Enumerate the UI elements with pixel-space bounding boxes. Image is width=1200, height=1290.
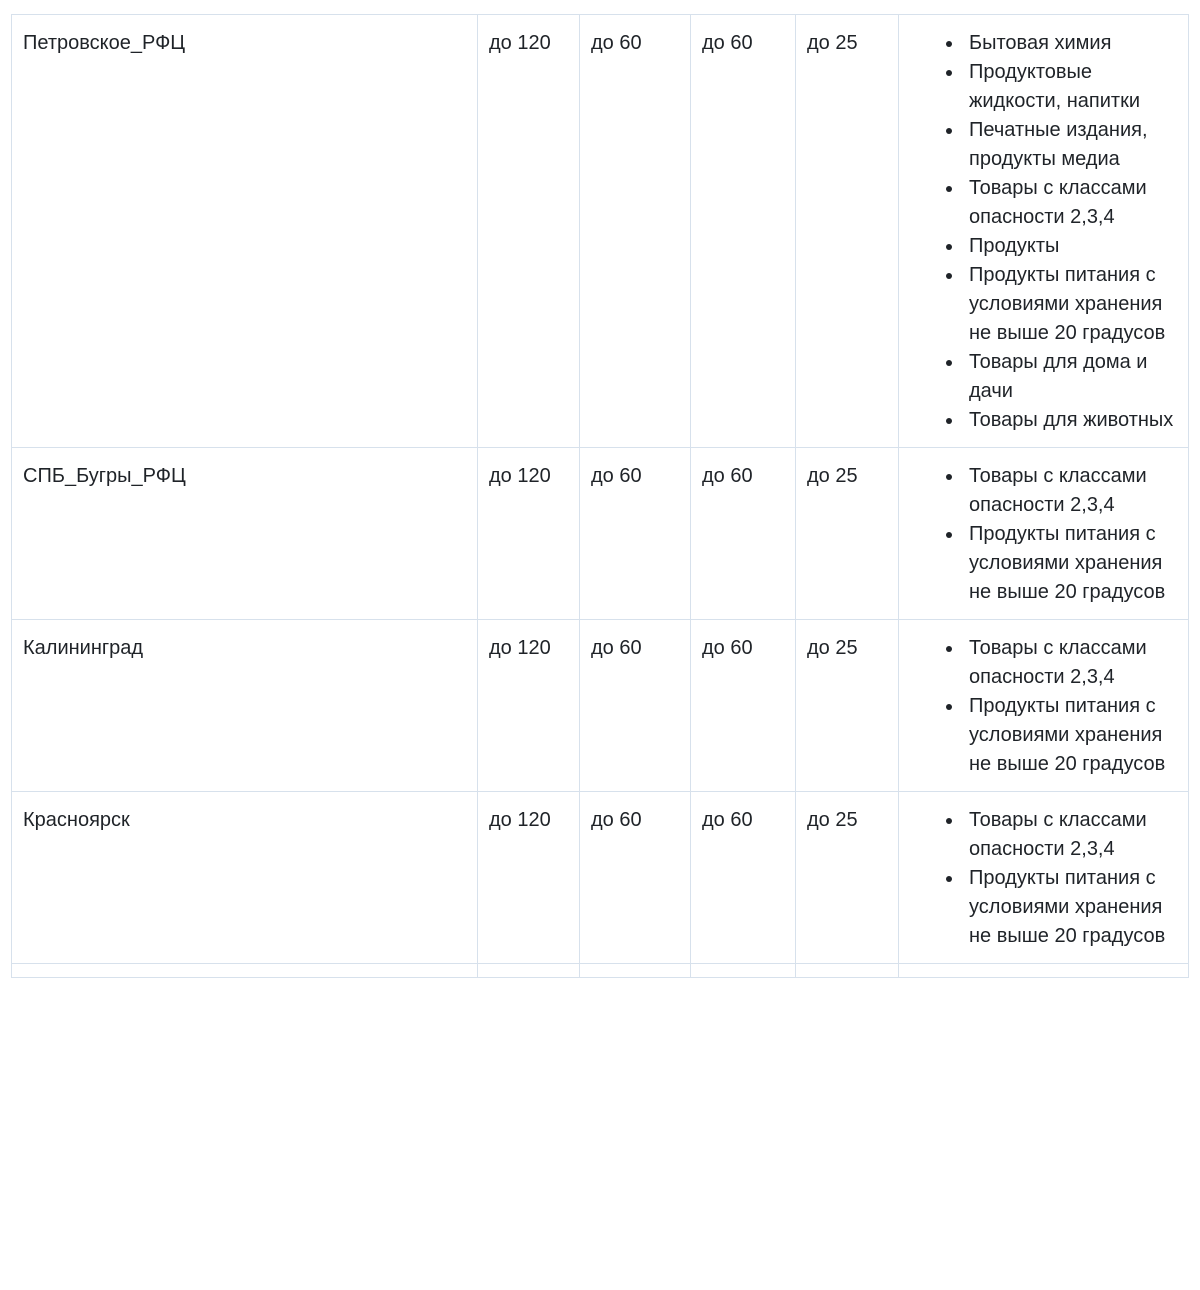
limit-value-3: до 60 [691, 448, 796, 620]
category-list [911, 29, 1180, 435]
category-item: Бытовая химия [969, 29, 1180, 58]
category-list [911, 634, 1180, 779]
limit-value-2: до 60 [580, 620, 691, 792]
category-item: Продукты питания с условиями хранения не выше 20 градусов [969, 692, 1180, 779]
category-item: Продукты питания с условиями хранения не выше 20 градусов [969, 520, 1180, 607]
warehouse-table [11, 14, 1189, 978]
category-item: Продукты [969, 232, 1180, 261]
table-row [12, 792, 1189, 964]
empty-cell [691, 964, 796, 978]
table-row [12, 620, 1189, 792]
category-item: Продукты питания с условиями хранения не выше 20 градусов [969, 864, 1180, 951]
warehouse-name: Калининград [12, 620, 478, 792]
warehouse-name: Петровское_РФЦ [12, 15, 478, 448]
limit-value-1: до 120 [478, 620, 580, 792]
categories-cell [899, 15, 1189, 448]
category-item: Товары для дома и дачи [969, 348, 1180, 406]
limit-value-3: до 60 [691, 792, 796, 964]
warehouse-table-container [11, 14, 1188, 978]
limit-value-1: до 120 [478, 15, 580, 448]
warehouse-name: Красноярск [12, 792, 478, 964]
limit-value-4: до 25 [796, 448, 899, 620]
limit-value-1: до 120 [478, 792, 580, 964]
empty-cell [899, 964, 1189, 978]
limit-value-3: до 60 [691, 15, 796, 448]
categories-cell [899, 448, 1189, 620]
limit-value-2: до 60 [580, 792, 691, 964]
category-item: Товары с классами опасности 2,3,4 [969, 174, 1180, 232]
empty-cell [12, 964, 478, 978]
category-item: Товары с классами опасности 2,3,4 [969, 462, 1180, 520]
limit-value-2: до 60 [580, 448, 691, 620]
limit-value-4: до 25 [796, 620, 899, 792]
limit-value-4: до 25 [796, 792, 899, 964]
category-item: Товары с классами опасности 2,3,4 [969, 806, 1180, 864]
table-row [12, 15, 1189, 448]
limit-value-3: до 60 [691, 620, 796, 792]
category-list [911, 462, 1180, 607]
empty-cell [478, 964, 580, 978]
category-item: Продукты питания с условиями хранения не выше 20 градусов [969, 261, 1180, 348]
categories-cell [899, 792, 1189, 964]
category-item: Продуктовые жидкости, напитки [969, 58, 1180, 116]
category-item: Печатные издания, продукты медиа [969, 116, 1180, 174]
category-item: Товары с классами опасности 2,3,4 [969, 634, 1180, 692]
limit-value-2: до 60 [580, 15, 691, 448]
limit-value-4: до 25 [796, 15, 899, 448]
warehouse-name: СПБ_Бугры_РФЦ [12, 448, 478, 620]
empty-cell [796, 964, 899, 978]
table-row-partial [12, 964, 1189, 978]
category-list [911, 806, 1180, 951]
table-row [12, 448, 1189, 620]
category-item: Товары для животных [969, 406, 1180, 435]
empty-cell [580, 964, 691, 978]
limit-value-1: до 120 [478, 448, 580, 620]
categories-cell [899, 620, 1189, 792]
